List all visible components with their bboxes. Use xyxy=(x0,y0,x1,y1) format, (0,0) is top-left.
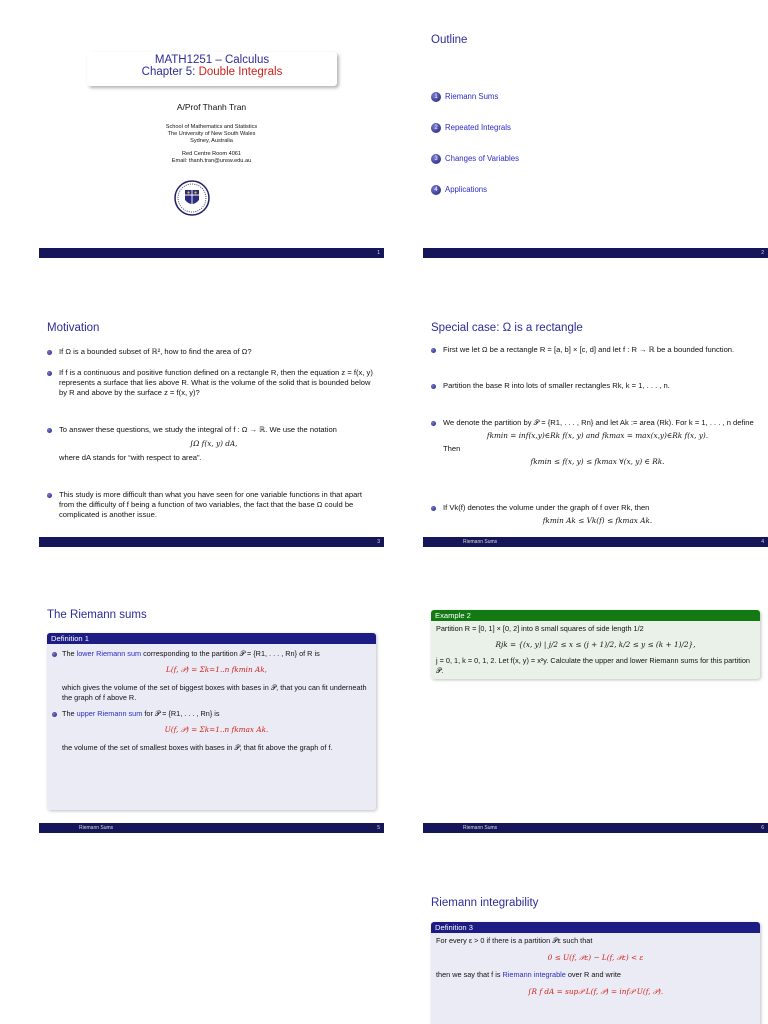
definition-text xyxy=(436,970,755,980)
upper-riemann-sum-term: upper Riemann sum xyxy=(76,709,143,718)
page-number: 3 xyxy=(377,539,380,545)
definition-header: Definition 3 xyxy=(431,922,760,933)
bullet-text: If Ω is a bounded subset of ℝ², how to find the area of Ω? xyxy=(59,347,252,356)
affil-line-2: The University of New South Wales xyxy=(167,131,256,137)
text: corresponding to the partition 𝒫 = {R1, . . . , Rn} of R is xyxy=(141,649,320,658)
outline-label: Riemann Sums xyxy=(445,92,499,102)
example-header: Example 2 xyxy=(431,610,760,621)
bullet-text: where dA stands for “with respect to area”. xyxy=(59,453,202,462)
number-icon: 1 xyxy=(431,92,441,102)
volume-bound-formula: fkmin Ak ≤ Vk(f) ≤ fkmax Ak. xyxy=(542,516,653,525)
partition-formula: Rjk = {(x, y) | j/2 ≤ x ≤ (j + 1)/2, k/2 ≤ y ≤ (k + 1)/2}, xyxy=(495,640,696,649)
slide-title: Special case: Ω is a rectangle xyxy=(431,322,583,334)
riemann-integrable-term: Riemann integrable xyxy=(502,970,566,979)
chapter-title xyxy=(87,66,337,78)
upper-sum-formula: U(f, 𝒫) = Σk=1..n fkmax Ak. xyxy=(164,725,269,734)
slide-2 xyxy=(423,0,768,260)
bullet xyxy=(435,503,760,529)
footer xyxy=(39,823,384,833)
bullet xyxy=(435,381,760,391)
slide-1 xyxy=(39,0,384,260)
bullet-text: We denote the partition by 𝒫 = {R1, . . . , Rn} and let Ak := area (Rk). For k = 1, . . . , n define xyxy=(443,418,754,427)
slide-6 xyxy=(423,593,768,833)
text: the volume of the set of smallest boxes with bases in 𝒫, that fit above the graph of f. xyxy=(62,743,333,752)
number-icon: 4 xyxy=(431,185,441,195)
example-block xyxy=(431,610,760,679)
footer xyxy=(39,537,384,547)
page-number: 6 xyxy=(761,825,764,831)
affil-line-1: School of Mathematics and Statistics xyxy=(165,124,258,130)
example-body xyxy=(431,621,760,679)
slide-title: Motivation xyxy=(47,322,100,334)
slide-title: The Riemann sums xyxy=(47,609,147,621)
footer xyxy=(423,823,768,833)
section-name: Riemann Sums xyxy=(463,825,498,831)
chapter-name: Double Integrals xyxy=(198,66,283,78)
text: The xyxy=(62,709,77,718)
integrability-condition: 0 ≤ U(f, 𝒫ε) − L(f, 𝒫ε) < ε xyxy=(547,953,644,962)
slide-5 xyxy=(39,593,384,833)
text: over R and write xyxy=(565,970,621,979)
definition-body xyxy=(431,933,760,1024)
bullet-text: Partition the base R into lots of smaller rectangles Rk, k = 1, . . . , n. xyxy=(443,381,670,390)
section-name: Riemann Sums xyxy=(463,539,498,545)
bullet xyxy=(51,347,376,357)
definition-block xyxy=(47,633,376,810)
definition-body xyxy=(47,644,376,810)
inequality-formula: fkmin ≤ f(x, y) ≤ fkmax ∀(x, y) ∈ Rk. xyxy=(530,457,665,466)
slide-3 xyxy=(39,307,384,547)
page-number: 1 xyxy=(377,250,380,256)
footer xyxy=(423,537,768,547)
example-text: j = 0, 1, k = 0, 1, 2. Let f(x, y) = x²y. Calculate the upper and lower Riemann sums for this partition 𝒫. xyxy=(436,656,750,675)
course-title: MATH1251 – Calculus xyxy=(154,54,270,66)
integral-formula: ∫Ω f(x, y) dA, xyxy=(189,439,238,448)
lower-riemann-sum-term: lower Riemann sum xyxy=(76,649,142,658)
outline-item-applications[interactable] xyxy=(431,185,487,195)
bullet-text: If f is a continuous and positive function defined on a rectangle R, then the equation z = f(x, y) represents a surface that lies above R. What is the volume of the solid that is bounded below by R and above by the surface z = f(x, y)? xyxy=(59,368,373,397)
affil-line-3: Sydney, Australia xyxy=(190,138,233,144)
upper-sum-item xyxy=(52,709,371,753)
outline-label: Repeated Integrals xyxy=(445,123,511,133)
lower-sum-item xyxy=(52,649,371,703)
lower-sum-formula: L(f, 𝒫) = Σk=1..n fkmin Ak, xyxy=(165,665,268,674)
integral-definition: ∫R f dA = sup𝒫 L(f, 𝒫) = inf𝒫 U(f, 𝒫). xyxy=(527,987,664,996)
author: A/Prof Thanh Tran xyxy=(176,102,247,112)
chapter-prefix: Chapter 5: xyxy=(141,66,199,78)
slide-4 xyxy=(423,307,768,547)
outline-item-changes-of-variables[interactable] xyxy=(431,154,519,164)
page-number: 4 xyxy=(761,539,764,545)
bullet-text: If Vk(f) denotes the volume under the graph of f over Rk, then xyxy=(443,503,650,512)
definition-text: For every ε > 0 if there is a partition 𝒫ε such that xyxy=(436,936,593,945)
bullet xyxy=(435,345,760,355)
bullet-text: To answer these questions, we study the integral of f : Ω → ℝ. We use the notation xyxy=(59,425,337,434)
page-number: 5 xyxy=(377,825,380,831)
unsw-crest-icon xyxy=(174,180,210,216)
bullet xyxy=(51,368,376,398)
text: The xyxy=(62,649,77,658)
slide-title: Riemann integrability xyxy=(431,897,539,909)
title-box xyxy=(87,52,337,86)
min-max-definition: fkmin = inf(x,y)∈Rk f(x, y) and fkmax = max(x,y)∈Rk f(x, y). xyxy=(486,431,709,440)
page-number: 2 xyxy=(761,250,764,256)
number-icon: 3 xyxy=(431,154,441,164)
example-text: Partition R = [0, 1] × [0, 2] into 8 small squares of side length 1/2 xyxy=(436,624,644,633)
footer xyxy=(39,248,384,258)
bullet-text: Then xyxy=(443,444,461,453)
outline-item-riemann-sums[interactable] xyxy=(431,92,498,102)
text: which gives the volume of the set of biggest boxes with bases in 𝒫, that you can fit underneath the graph of f above R. xyxy=(62,683,367,702)
number-icon: 2 xyxy=(431,123,441,133)
slide-title: Outline xyxy=(431,34,468,46)
slide-8 xyxy=(423,880,768,1024)
footer xyxy=(423,248,768,258)
definition-block xyxy=(431,922,760,1024)
section-name: Riemann Sums xyxy=(79,825,114,831)
text: for 𝒫 = {R1, . . . , Rn} is xyxy=(142,709,220,718)
text: then we say that f is xyxy=(436,970,503,979)
outline-label: Applications xyxy=(445,185,488,195)
bullet xyxy=(435,418,760,470)
definition-header: Definition 1 xyxy=(47,633,376,644)
affiliation xyxy=(39,124,384,165)
bullet xyxy=(51,425,376,463)
outline-item-repeated-integrals[interactable] xyxy=(431,123,511,133)
outline-label: Changes of Variables xyxy=(445,154,519,164)
room: Red Centre Room 4061 xyxy=(181,151,242,157)
email: Email: thanh.tran@unsw.edu.au xyxy=(171,158,252,164)
bullet-text: This study is more difficult than what you have seen for one variable functions in that apart from the difficulty of f being a function of two variables, the fact that the base Ω could be complicated is another issue. xyxy=(59,490,362,519)
bullet xyxy=(51,490,376,520)
bullet-text: First we let Ω be a rectangle R = [a, b] × [c, d] and let f : R → ℝ be a bounded function. xyxy=(443,345,735,354)
